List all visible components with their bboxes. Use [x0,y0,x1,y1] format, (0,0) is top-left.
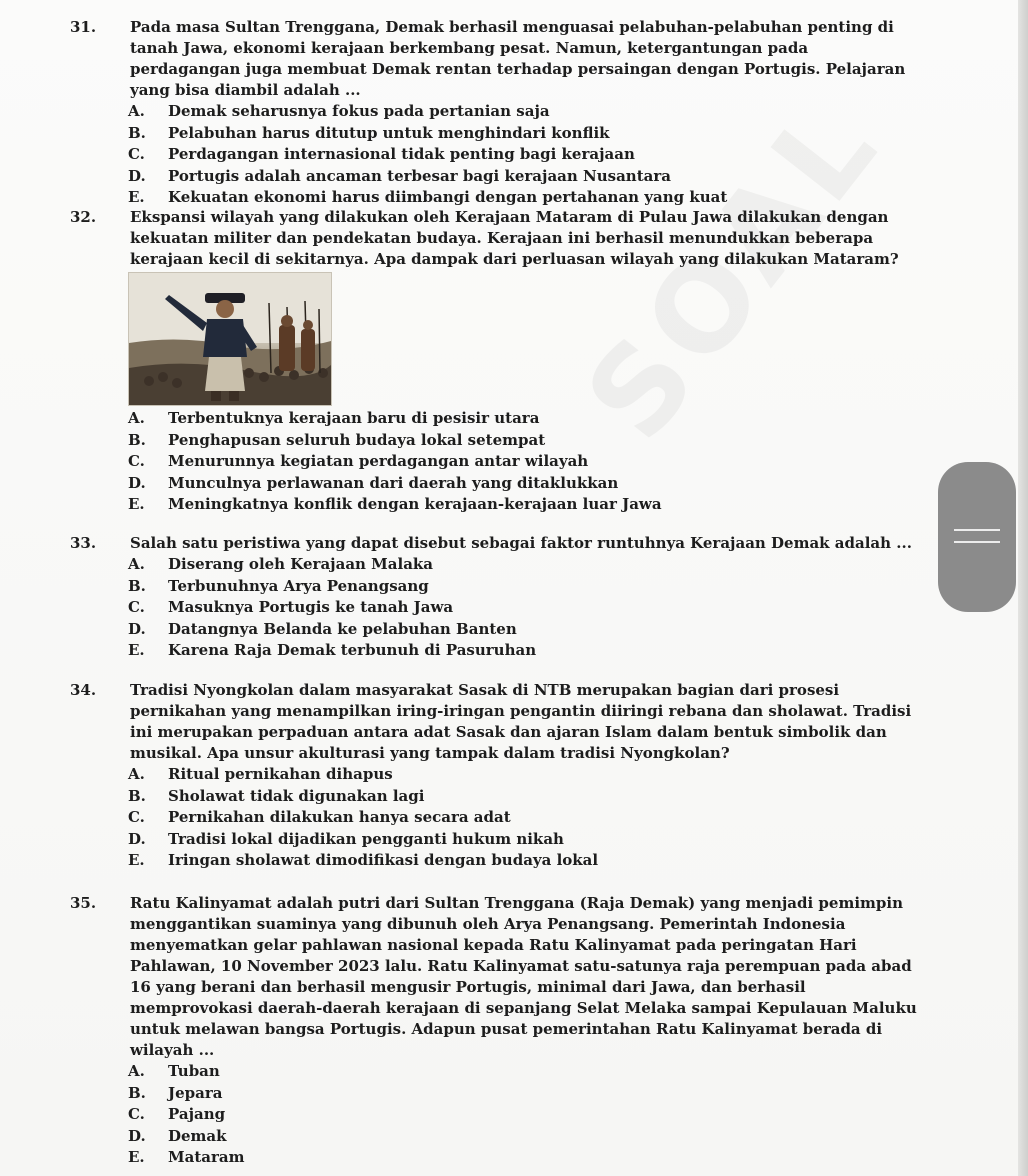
option-b[interactable]: B. Penghapusan seluruh budaya lokal setempat [128,430,546,449]
option-e[interactable]: E. Mataram [128,1148,245,1166]
option-a[interactable]: A. Terbentuknya kerajaan baru di pesisir utara [128,409,540,427]
option-list [100,408,920,516]
painting-illustration [129,273,331,405]
question-34 [70,680,920,872]
grip-line-icon [954,529,1000,531]
scroll-handle[interactable] [938,462,1016,612]
option-d[interactable]: D. Munculnya perlawanan dari daerah yang ditaklukkan [128,473,619,492]
option-c[interactable]: C. Masuknya Portugis ke tanah Jawa [128,598,454,616]
option-b[interactable]: B. Sholawat tidak digunakan lagi [128,786,425,805]
page-edge [1018,0,1028,1176]
option-list [100,554,920,662]
option-d[interactable]: D. Datangnya Belanda ke pelabuhan Banten [128,619,517,638]
historical-painting-image [128,272,332,406]
option-e[interactable]: E. Karena Raja Demak terbunuh di Pasuruhan [128,641,537,659]
option-b[interactable]: B. Pelabuhan harus ditutup untuk menghindari konflik [128,123,610,142]
option-list [100,764,920,872]
question-number: 31. [70,18,97,36]
option-c[interactable]: C. Pernikahan dilakukan hanya secara adat [128,808,511,826]
option-b[interactable]: B. Terbunuhnya Arya Penangsang [128,576,429,595]
question-32 [70,207,920,516]
question-stem: 32. Ekspansi wilayah yang dilakukan oleh Kerajaan Mataram di Pulau Jawa dilakukan dengan kekuatan militer dan pendekatan budaya. Kerajaan ini berhasil menundukkan beberapa kerajaan kecil di sekitarnya. Apa dampak dari perluasan wilayah yang dilakukan Mataram? [70,208,899,268]
question-number: 32. [70,208,97,226]
option-b[interactable]: B. Jepara [128,1083,223,1102]
option-c[interactable]: C. Perdagangan internasional tidak penting bagi kerajaan [128,145,635,163]
option-d[interactable]: D. Demak [128,1126,227,1145]
grip-line-icon [954,541,1000,543]
option-e[interactable]: E. Meningkatnya konflik dengan kerajaan-kerajaan luar Jawa [128,495,662,513]
question-stem: 33. Salah satu peristiwa yang dapat disebut sebagai faktor runtuhnya Kerajaan Demak adalah ... [70,534,912,552]
option-e[interactable]: E. Kekuatan ekonomi harus diimbangi dengan pertahanan yang kuat [128,188,728,206]
question-stem: 31. Pada masa Sultan Trenggana, Demak berhasil menguasai pelabuhan-pelabuhan penting di tanah Jawa, ekonomi kerajaan berkembang pesat. Namun, ketergantungan pada perdagangan juga membuat Demak rentan terhadap persaingan dengan Portugis. Pelajaran yang bisa diambil adalah ... [70,18,906,99]
option-d[interactable]: D. Portugis adalah ancaman terbesar bagi kerajaan Nusantara [128,166,671,185]
option-list [100,1061,920,1169]
option-d[interactable]: D. Tradisi lokal dijadikan pengganti hukum nikah [128,829,564,848]
question-number: 33. [70,534,97,552]
question-33 [70,533,920,662]
question-35 [70,893,920,1169]
question-stem: 35. Ratu Kalinyamat adalah putri dari Sultan Trenggana (Raja Demak) yang menjadi pemimpin menggantikan suaminya yang dibunuh oleh Arya Penangsang. Pemerintah Indonesia menyematkan gelar pahlawan nasional kepada Ratu Kalinyamat pada peringatan Hari Pahlawan, 10 November 2023 lalu. Ratu Kalinyamat satu-satunya raja perempuan pada abad 16 yang berani dan berhasil mengusir Portugis, minimal dari Jawa, dan berhasil memprovokasi daerah-daerah kerajaan di sepanjang Selat Melaka sampai Kepulauan Maluku untuk melawan bangsa Portugis. Adapun pusat pemerintahan Ratu Kalinyamat berada di wilayah ... [70,894,917,1059]
option-a[interactable]: A. Ritual pernikahan dihapus [128,765,393,783]
option-c[interactable]: C. Menurunnya kegiatan perdagangan antar wilayah [128,452,589,470]
option-c[interactable]: C. Pajang [128,1105,226,1123]
question-number: 35. [70,894,97,912]
option-a[interactable]: A. Diserang oleh Kerajaan Malaka [128,555,434,573]
option-a[interactable]: A. Demak seharusnya fokus pada pertanian saja [128,102,550,120]
question-31 [70,17,920,209]
option-e[interactable]: E. Iringan sholawat dimodifikasi dengan budaya lokal [128,851,599,869]
option-list [100,101,920,209]
question-number: 34. [70,681,97,699]
question-stem: 34. Tradisi Nyongkolan dalam masyarakat Sasak di NTB merupakan bagian dari prosesi pernikahan yang menampilkan iring-iringan pengantin diiringi rebana dan sholawat. Tradisi ini merupakan perpaduan antara adat Sasak dan ajaran Islam dalam bentuk simbolik dan musikal. Apa unsur akulturasi yang tampak dalam tradisi Nyongkolan? [70,681,912,762]
option-a[interactable]: A. Tuban [128,1062,220,1080]
